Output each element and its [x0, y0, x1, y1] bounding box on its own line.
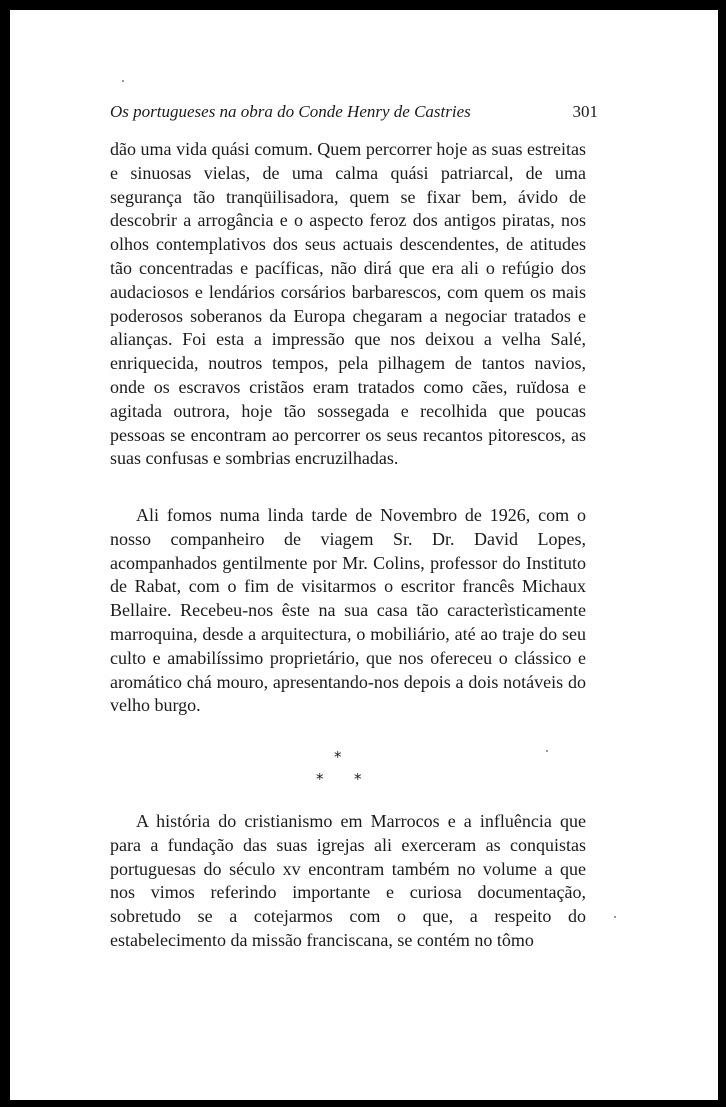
paragraph-visit — [110, 504, 586, 718]
paragraph-text: Ali fomos numa linda tarde de Novembro de 1926, com o nosso companheiro de viagem Sr. Dr. David Lopes, acompanhados gentilmente por Mr. Colins, professor do Instituto de Rabat, com o fim de visitarmos o escritor francês Michaux Bellaire. Recebeu-nos êste na sua casa tão caracterìsticamente marroquina, desde a arquitectura, o mobiliário, até ao traje do seu culto e amabilíssimo proprietário, que nos ofereceu o clássico e aromático chá mouro, apresentando-nos depois a dois notáveis do velho burgo. — [110, 505, 586, 716]
asterisk-icon: * — [354, 770, 362, 788]
paragraph-history — [110, 810, 586, 953]
running-header — [110, 102, 598, 128]
asterisk-icon: * — [316, 770, 324, 788]
page-number: 301 — [572, 102, 598, 121]
paragraph-text: A história do cristianismo em Marrocos e a influência que para a fundação das suas igrejas ali exerceram as conquistas portuguesas do século xv encontram também no volume a que nos vimos referindo importante e curiosa documentação, sobretudo se a cotejarmos com o que, a respeito do estabelecimento da missão franciscana, se contém no tômo — [110, 811, 586, 950]
section-separator — [310, 748, 370, 792]
paragraph-continuation — [110, 138, 586, 471]
speck — [614, 916, 616, 918]
paragraph-text: dão uma vida quási comum. Quem percorrer hoje as suas estreitas e sinuosas vielas, de uma calma quási patriarcal, de uma segurança tão tranqüilisadora, quem se fixar bem, ávido de descobrir a arrogância e o aspecto feroz dos antigos piratas, nos olhos contemplativos dos seus actuais descendentes, de atitudes tão concentradas e pacíficas, não dirá que era ali o refúgio dos audaciosos e lendários corsários barbarescos, com quem os mais poderosos soberanos da Europa chegaram a negociar tratados e alianças. Foi esta a impressão que nos deixou a velha Salé, enriquecida, noutros tempos, pela pilhagem de tantos navios, onde os escravos cristãos eram tratados como cães, ruïdosa e agitada outrora, hoje tão sossegada e recolhida que poucas pessoas se encontram ao percorrer os seus recantos pitorescos, as suas confusas e sombrias encruzilhadas. — [110, 139, 586, 469]
book-page — [10, 10, 718, 1100]
running-title: Os portugueses na obra do Conde Henry de Castries — [110, 102, 471, 121]
speck — [546, 750, 548, 752]
asterisk-icon: * — [334, 748, 342, 766]
speck — [122, 80, 124, 82]
